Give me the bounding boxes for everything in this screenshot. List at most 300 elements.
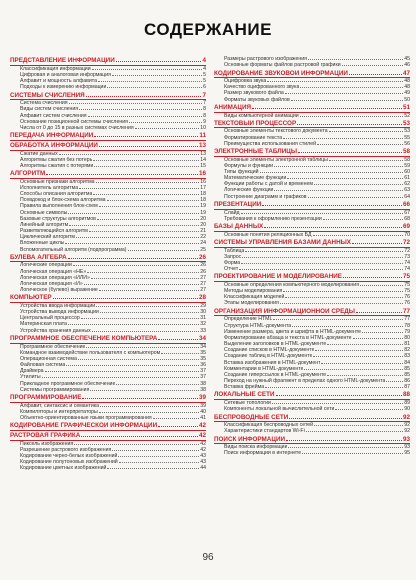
toc-page-number: 85 — [404, 371, 410, 378]
toc-page-number: 35 — [200, 349, 206, 356]
dot-leader — [98, 78, 202, 82]
toc-page-number: 46 — [404, 62, 410, 69]
dot-leader — [93, 191, 199, 195]
toc-entry — [214, 406, 410, 412]
toc-page-number: 35 — [200, 355, 206, 362]
toc-page-number: 64 — [404, 193, 410, 200]
toc-entry-title: ПРОГРАММИРОВАНИЕ — [10, 394, 82, 401]
toc-entry-title: Определение HTML — [224, 316, 273, 323]
toc-entry-title: Виды компьютерной анимации — [224, 112, 299, 119]
dot-leader — [153, 415, 200, 419]
toc-section-heading — [10, 254, 206, 263]
toc-entry-title: ПРЕДСТАВЛЕНИЕ ИНФОРМАЦИИ — [10, 57, 115, 65]
dot-leader — [315, 347, 403, 351]
dot-leader — [287, 175, 403, 179]
toc-entry — [10, 465, 206, 471]
toc-entry-title: Цифровая и аналоговая информация — [20, 71, 111, 78]
toc-page-number: 82 — [404, 347, 410, 354]
dot-leader — [274, 163, 403, 167]
toc-page-number: 72 — [402, 239, 410, 246]
toc-entry — [214, 300, 410, 306]
toc-entry-title: Способы описания алгоритма — [20, 191, 93, 198]
dot-leader — [99, 143, 198, 147]
toc-entry-title: БУЛЕВА АЛГЕБРА — [10, 253, 67, 261]
toc-entry-title: Размер звукового файла — [224, 90, 284, 97]
dot-leader — [300, 84, 403, 88]
dot-leader — [66, 362, 199, 366]
dot-leader — [274, 187, 403, 191]
dot-leader — [272, 400, 403, 404]
toc-entry-title: Объектно-ориентированные языки программирования — [20, 414, 152, 421]
toc-entry-title: Классификация информации — [20, 65, 91, 72]
toc-entry — [214, 113, 410, 119]
toc-page-number: 19 — [200, 209, 206, 216]
toc-entry-title: Прикладное программное обеспечение — [20, 380, 116, 387]
toc-page-number: 83 — [404, 353, 410, 360]
toc-section-heading — [214, 104, 410, 113]
toc-page-number: 16 — [198, 170, 206, 178]
toc-page-number: 69 — [402, 223, 410, 231]
toc-entry-title: Этапы моделирования — [224, 300, 279, 307]
toc-entry — [214, 232, 410, 238]
dot-leader — [82, 395, 198, 399]
toc-page-number: 79 — [404, 328, 410, 335]
toc-page-number: 80 — [404, 334, 410, 341]
dot-leader — [118, 453, 199, 457]
dot-leader — [327, 372, 403, 376]
toc-entry-title: КОДИРОВАНИЕ ГРАФИЧЕСКОЙ ИНФОРМАЦИИ — [10, 422, 158, 430]
toc-page-number: 90 — [404, 406, 410, 413]
toc-entry-title: Разветвляющийся алгоритм — [20, 228, 88, 235]
toc-page-number: 73 — [404, 253, 410, 260]
toc-page-number: 81 — [404, 341, 410, 348]
toc-page-number: 4 — [202, 57, 206, 65]
dot-leader — [68, 210, 199, 214]
toc-entry — [10, 84, 206, 90]
dot-leader — [94, 163, 199, 167]
toc-entry-title: Алфавит систем счисления — [20, 112, 87, 119]
toc-page-number: 24 — [200, 240, 206, 247]
toc-page-number: 38 — [200, 380, 206, 387]
toc-entry-title: Отчет — [224, 266, 239, 273]
toc-entry-title: Классификация беспроводных сетей — [224, 422, 314, 429]
dot-leader — [69, 100, 203, 104]
dot-leader — [88, 113, 202, 117]
toc-section-heading — [214, 201, 410, 210]
toc-page-number: 67 — [404, 209, 410, 216]
toc-entry-title: РАСТРОВАЯ ГРАФИКА — [10, 432, 81, 440]
dot-leader — [313, 353, 403, 357]
toc-column-left — [10, 56, 206, 538]
toc-entry-title: Вложенные циклы — [20, 240, 65, 247]
toc-page-number: 20 — [200, 215, 206, 222]
toc-entry-title: Оцифровка звука — [224, 78, 267, 85]
toc-page-number: 37 — [200, 368, 206, 375]
dot-leader — [335, 406, 403, 410]
dot-leader — [241, 210, 404, 214]
toc-page-number: 89 — [404, 400, 410, 407]
toc-entry-title: Основные форматы файлов растровой графики — [224, 62, 341, 69]
dot-leader — [283, 288, 403, 292]
dot-leader — [93, 157, 199, 161]
dot-leader — [99, 409, 199, 413]
toc-page-number: 74 — [404, 259, 410, 266]
toc-entry-title: Логическая операция «И» — [20, 280, 83, 287]
toc-entry-title: Центральный процессор — [20, 315, 80, 322]
toc-page-number: 43 — [200, 452, 206, 459]
toc-page-number: 38 — [200, 386, 206, 393]
dot-leader — [267, 78, 403, 82]
toc-page-number: 8 — [203, 112, 206, 119]
toc-entry-title: Логические операции — [20, 262, 72, 269]
toc-entry-title: Виды систем счисления — [20, 106, 79, 113]
dot-leader — [313, 232, 404, 236]
toc-page-number: 4 — [203, 65, 206, 72]
toc-page-number: 28 — [198, 294, 206, 302]
toc-page-number: 58 — [402, 148, 410, 156]
toc-page-number: 9 — [203, 118, 206, 125]
toc-entry-title: Пиксель изображения — [20, 440, 74, 447]
toc-entry-title: Кодирование черно-белых изображений — [20, 452, 118, 459]
dot-leader — [343, 274, 402, 278]
toc-entry-title: Создание гиперссылок в HTML-документе — [224, 371, 327, 378]
toc-entry-title: Компоненты локальной вычислительной сети — [224, 406, 335, 413]
toc-page-number: 39 — [198, 394, 206, 401]
toc-page-number: 59 — [404, 162, 410, 169]
toc-page-number: 92 — [404, 422, 410, 429]
toc-section-heading — [10, 142, 206, 151]
dot-leader — [304, 366, 403, 370]
toc-entry — [10, 415, 206, 421]
toc-entry-title: Форматирование текста — [224, 134, 283, 141]
dot-leader — [386, 378, 403, 382]
dot-leader — [79, 106, 202, 110]
toc-entry-title: Утилиты — [20, 374, 41, 381]
toc-page-number: 39 — [200, 402, 206, 409]
dot-leader — [158, 423, 198, 427]
toc-entry-title: Система счисления — [20, 100, 68, 107]
dot-leader — [252, 105, 402, 109]
toc-entry-title: ПЕРЕДАЧА ИНФОРМАЦИИ — [10, 132, 94, 140]
dot-leader — [96, 179, 200, 183]
dot-leader — [59, 151, 200, 155]
dot-leader — [45, 368, 200, 372]
toc-entry-title: Базовые структуры алгоритмов — [20, 215, 96, 222]
dot-leader — [241, 260, 403, 264]
toc-entry-title: Операционная система — [20, 355, 77, 362]
toc-entry-title: ЛОКАЛЬНЫЕ СЕТИ — [214, 391, 275, 399]
dot-leader — [321, 360, 403, 364]
toc-entry-title: АНИМАЦИЯ — [214, 103, 252, 111]
dot-leader — [65, 240, 199, 244]
dot-leader — [100, 309, 199, 313]
toc-page-number: 7 — [203, 100, 206, 107]
dot-leader — [100, 403, 199, 407]
toc-entry-title: Логическое (булево) выражение — [20, 287, 98, 294]
toc-page-number: 53 — [404, 128, 410, 135]
dot-leader — [285, 294, 403, 298]
toc-page-number: 61 — [404, 175, 410, 182]
dot-leader — [302, 450, 403, 454]
toc-entry-title: Устройства хранения данных — [20, 327, 91, 334]
toc-page-number: 48 — [404, 78, 410, 85]
toc-page-number: 68 — [404, 215, 410, 222]
dot-leader — [327, 341, 403, 345]
dot-leader — [99, 287, 199, 291]
toc-entry — [10, 387, 206, 393]
dot-leader — [76, 234, 199, 238]
toc-page-number: 15 — [200, 162, 206, 169]
toc-entry-title: Логическая операция «НЕ» — [20, 268, 87, 275]
dot-leader — [352, 240, 402, 244]
toc-entry-title: Создание таблиц в HTML-документе — [224, 353, 313, 360]
toc-section-heading — [214, 436, 410, 445]
toc-page-number: 27 — [200, 280, 206, 287]
toc-entry-title: Исполнитель алгоритма — [20, 184, 79, 191]
dot-leader — [245, 248, 403, 252]
toc-page-number: 26 — [198, 253, 206, 261]
toc-entry-title: ЭЛЕКТРОННЫЕ ТАБЛИЦЫ — [214, 148, 298, 156]
toc-page-number: 66 — [402, 200, 410, 208]
toc-page-number: 51 — [402, 103, 410, 111]
toc-page-number: 60 — [404, 169, 410, 175]
toc-entry-title: Драйвера — [20, 368, 44, 375]
toc-entry — [214, 266, 410, 272]
toc-section-heading — [10, 422, 206, 431]
toc-page-number: 49 — [404, 90, 410, 97]
toc-entry-title: Правила выполнения блок-схем — [20, 203, 98, 210]
toc-entry-title: Подходы к измерению информации — [20, 84, 107, 91]
toc-page-number: 77 — [404, 316, 410, 323]
toc-page-number: 41 — [200, 414, 206, 421]
dot-leader — [283, 135, 403, 139]
toc-page-number: 5 — [203, 71, 206, 78]
toc-entry-title: Алгоритмы сжатия с потерями — [20, 162, 94, 169]
dot-leader — [329, 157, 403, 161]
toc-page-number: 27 — [200, 287, 206, 294]
toc-page-number: 42 — [198, 422, 206, 430]
toc-page-number: 29 — [200, 303, 206, 309]
page-number: 96 — [202, 552, 214, 563]
toc-entry — [214, 450, 410, 456]
toc-section-heading — [10, 335, 206, 344]
dot-leader — [96, 303, 199, 307]
toc-entry — [214, 62, 410, 68]
dot-leader — [289, 415, 402, 419]
dot-leader — [53, 295, 198, 299]
toc-entry-title: Вспомогательный алгоритм (подпрограмма) — [20, 246, 127, 253]
toc-entry-title: КОМПЬЮТЕР — [10, 294, 52, 302]
toc-section-heading — [214, 391, 410, 400]
dot-leader — [92, 328, 200, 332]
dot-leader — [158, 336, 198, 340]
toc-page-number: 11 — [199, 132, 206, 140]
toc-entry-title: Основные определения компьютерного моделирования — [224, 282, 360, 288]
toc-entry-title: Формулы и функции — [224, 162, 274, 169]
toc-column-right — [214, 56, 410, 538]
toc-page-number: 14 — [200, 156, 206, 163]
toc-entry — [214, 97, 410, 103]
dot-leader — [308, 56, 403, 60]
dot-leader — [112, 72, 202, 76]
dot-leader — [306, 428, 403, 432]
dot-leader — [314, 181, 403, 185]
toc-entry-title: Создание списков в HTML-документе — [224, 347, 315, 354]
toc-page-number: 84 — [404, 359, 410, 366]
toc-entry-title: Размеры растрового изображения — [224, 56, 307, 62]
dot-leader — [107, 197, 200, 201]
toc-page-number: 34 — [198, 334, 206, 342]
dot-leader — [46, 171, 198, 175]
toc-page-number: 75 — [404, 288, 410, 295]
toc-entry-title: Классификация моделей — [224, 294, 285, 301]
dot-leader — [314, 422, 403, 426]
toc-entry-title: Линейный алгоритм — [20, 221, 69, 228]
toc-page-number: 19 — [200, 203, 206, 210]
toc-section-heading — [10, 170, 206, 179]
toc-entry-title: Типы функций — [224, 169, 259, 175]
toc-page-number: 10 — [200, 124, 206, 131]
toc-page-number: 18 — [200, 197, 206, 204]
dot-leader — [264, 224, 402, 228]
toc-entry-title: АЛГОРИТМ — [10, 170, 46, 178]
toc-entry-title: Преимущества использования стилей — [224, 140, 316, 147]
toc-section-heading — [10, 432, 206, 441]
dot-leader — [285, 90, 403, 94]
dot-leader — [91, 275, 199, 279]
dot-leader — [135, 125, 200, 129]
toc-entry-title: Вставка фрейма — [224, 384, 265, 391]
toc-entry-title: Запрос — [224, 253, 242, 260]
dot-leader — [242, 254, 403, 258]
toc-page-number: 44 — [200, 465, 206, 472]
toc-entry-title: Кодирование полутоновых изображений — [20, 459, 118, 466]
toc-entry-title: Поиск информации в интернете — [224, 450, 302, 457]
toc-entry-title: Основание позиционной системы счисления — [20, 118, 128, 125]
toc-page-number: 20 — [200, 221, 206, 228]
toc-page-number: 26 — [200, 268, 206, 275]
dot-leader — [308, 194, 404, 198]
toc-entry-title: Качество оцифрованного звука — [224, 84, 300, 91]
toc-page-number: 75 — [404, 282, 410, 288]
dot-leader — [68, 321, 199, 325]
toc-section-heading — [214, 223, 410, 232]
toc-entry-title: Характеристики стандартов Wi-Fi — [224, 428, 305, 435]
dot-leader — [291, 97, 403, 101]
toc-entry-title: Циклический алгоритм — [20, 234, 75, 241]
dot-leader — [97, 216, 199, 220]
dot-leader — [116, 381, 199, 385]
toc-section-heading — [10, 394, 206, 403]
toc-entry-title: Материнская плата — [20, 321, 67, 328]
toc-entry-title: Математические функции — [224, 175, 287, 182]
toc-page-number: 77 — [402, 307, 410, 315]
dot-leader — [356, 309, 402, 313]
dot-leader — [292, 323, 403, 327]
toc-entry-title: Алфавит и мощность алфавита — [20, 78, 97, 85]
toc-section-heading — [214, 148, 410, 157]
toc-entry — [214, 384, 410, 390]
dot-leader — [360, 282, 403, 286]
toc-section-heading — [10, 92, 206, 101]
toc-entry-title: КОДИРОВАНИЕ ЗВУКОВОЙ ИНФОРМАЦИИ — [214, 69, 348, 77]
dot-leader — [81, 315, 199, 319]
toc-entry-title: Методы моделирования — [224, 288, 283, 295]
dot-leader — [262, 202, 402, 206]
toc-entry-title: Основные признаки алгоритма — [20, 178, 95, 185]
toc-entry-title: Функции работы с датой и временем — [224, 181, 313, 188]
dot-leader — [86, 93, 202, 97]
toc-section-heading — [10, 132, 206, 141]
dot-leader — [68, 255, 198, 259]
toc-page-number: 48 — [404, 84, 410, 91]
toc-entry-title: ПРЕЗЕНТАЦИИ — [214, 200, 262, 208]
dot-leader — [280, 300, 403, 304]
toc-page-number: 18 — [200, 191, 206, 198]
toc-page-number: 74 — [404, 266, 410, 273]
dot-leader — [260, 169, 404, 173]
toc-entry-title: Слайд — [224, 209, 240, 216]
toc-entry — [10, 163, 206, 169]
toc-entry-title: Выделение заголовков в HTML-документе — [224, 341, 327, 348]
toc-section-heading — [214, 239, 410, 248]
dot-leader — [288, 444, 403, 448]
toc-page-number: 85 — [404, 365, 410, 372]
toc-entry-title: Изменение размера, цвета и шрифта в HTML-документе — [224, 328, 362, 335]
toc-page-number: 86 — [404, 377, 410, 384]
dot-leader — [90, 387, 199, 391]
toc-entry-title: Командное взаимодействие пользователя с компьютером — [20, 349, 161, 356]
toc-page-number: 52 — [404, 112, 410, 119]
dot-leader — [300, 113, 404, 117]
toc-entry — [214, 141, 410, 147]
toc-entry-title: Основные символы — [20, 209, 68, 216]
toc-entry-title: Форматы звуковых файлов — [224, 96, 290, 103]
dot-leader — [69, 222, 199, 226]
toc-entry-title: Алфавит, синтаксис и семантика — [20, 402, 100, 409]
dot-leader — [362, 329, 403, 333]
toc-entry-title: Таблица — [224, 247, 245, 254]
dot-leader — [353, 335, 404, 339]
dot-leader — [265, 384, 403, 388]
toc-entry-title: ПРОЕКТИРОВАНИЕ И МОДЕЛИРОВАНИЕ — [214, 273, 342, 281]
toc-entry — [214, 216, 410, 222]
toc-page-number: 5 — [203, 78, 206, 85]
dot-leader — [286, 437, 402, 441]
toc-entry-title: Системы программирования — [20, 386, 90, 393]
toc-page-number: 36 — [200, 362, 206, 369]
toc-page-number: 17 — [200, 184, 206, 191]
toc-page-number: 70 — [404, 231, 410, 238]
toc-page-number: 40 — [200, 408, 206, 415]
toc-page-number: 21 — [200, 228, 206, 235]
toc-entry — [10, 247, 206, 253]
toc-page-number: 47 — [402, 69, 410, 77]
toc-entry-title: Числа от 0 до 15 в разных системах счисления — [20, 124, 134, 131]
toc-page-number: 33 — [200, 327, 206, 334]
toc-entry-title: ТЕКСТОВЫЙ ПРОЦЕССОР — [214, 119, 297, 127]
toc-entry-title: Сетевые топологии — [224, 400, 271, 407]
toc-page-number: 27 — [200, 274, 206, 281]
toc-page-number: 37 — [200, 374, 206, 381]
toc-section-heading — [214, 273, 410, 282]
dot-leader — [161, 350, 199, 354]
dot-leader — [107, 465, 199, 469]
dot-leader — [323, 216, 403, 220]
toc-entry-title: БЕСПРОВОДНЫЕ СЕТИ — [214, 413, 289, 421]
toc-entry-title: Разрешение растрового изображения — [20, 446, 112, 453]
toc-entry-title: Виды поиска информации — [224, 444, 288, 451]
